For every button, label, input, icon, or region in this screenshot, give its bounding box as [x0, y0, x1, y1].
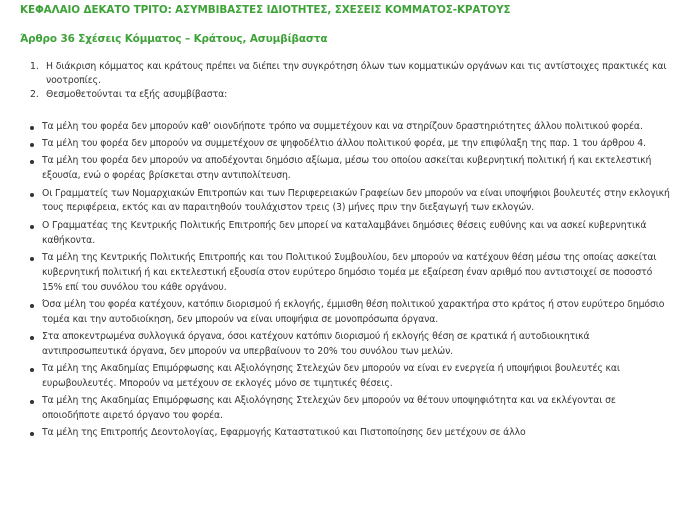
intro-item	[30, 60, 680, 88]
list-item: Ο Γραμματέας της Κεντρικής Πολιτικής Επιτροπής δεν μπορεί να καταλαμβάνει δημόσιες θέσεις ευθύνης και να ασκεί κυβερνητικά καθήκοντα.	[27, 219, 672, 249]
intro-list	[30, 60, 680, 103]
article-title: Άρθρο 36 Σχέσεις Κόμματος – Κράτους, Ασυμβίβαστα	[20, 33, 328, 45]
list-item: Τα μέλη του φορέα δεν μπορούν να συμμετέχουν σε ψηφοδέλτιο άλλου πολιτικού φορέα, με την επιφύλαξη της παρ. 1 του άρθρου 4.	[27, 137, 672, 152]
list-item: Όσα μέλη του φορέα κατέχουν, κατόπιν διορισμού ή εκλογής, έμμισθη θέση πολιτικού χαρακτήρα στο κράτος ή στον ευρύτερο δημόσιο τομέα και την αυτοδιοίκηση, δεν μπορούν να είναι υποψήφια σε μονοπρόσωπα όργανα.	[27, 298, 672, 328]
intro-item-number: 2.	[30, 89, 39, 101]
incompatibilities-list	[27, 120, 672, 443]
intro-item-text: Η διάκριση κόμματος και κράτους πρέπει να διέπει την συγκρότηση όλων των κομματικών οργάνων και τις αντίστοιχες πρακτικές και νοοτροπίες.	[46, 61, 667, 87]
intro-item-text: Θεσμοθετούνται τα εξής ασυμβίβαστα:	[46, 89, 228, 101]
list-item: Τα μέλη του φορέα δεν μπορούν να αποδέχονται δημόσιο αξίωμα, μέσω του οποίου ασκείται κυβερνητική πολιτική ή και εκτελεστική εξουσία, ενώ ο φορέας βρίσκεται στην αντιπολίτευση.	[27, 154, 672, 184]
list-item: Τα μέλη της Ακαδημίας Επιμόρφωσης και Αξιολόγησης Στελεχών δεν μπορούν να θέτουν υποψηφιότητα και να εκλέγονται σε οποιοδήποτε αιρετό όργανο του φορέα.	[27, 394, 672, 424]
list-item: Οι Γραμματείς των Νομαρχιακών Επιτροπών και των Περιφερειακών Γραφείων δεν μπορούν να είναι υποψήφιοι βουλευτές στην εκλογική τους περιφέρεια, εκτός και αν παραιτηθούν τουλάχιστον τρεις (3) μήνες πριν την διεξαγωγή των εκλογών.	[27, 187, 672, 217]
list-item: Τα μέλη της Επιτροπής Δεοντολογίας, Εφαρμογής Καταστατικού και Πιστοποίησης δεν μετέχουν σε άλλο	[27, 426, 672, 441]
intro-item	[30, 88, 680, 102]
list-item: Στα αποκεντρωμένα συλλογικά όργανα, όσοι κατέχουν κατόπιν διορισμού ή εκλογής θέση σε κρατικά ή αυτοδιοικητικά αντιπροσωπευτικά όργανα, δεν μπορούν να υπερβαίνουν το 20% του συνόλου των μελών.	[27, 330, 672, 360]
list-item: Τα μέλη της Ακαδημίας Επιμόρφωσης και Αξιολόγησης Στελεχών δεν μπορούν να είναι εν ενεργεία ή υποψήφιοι βουλευτές και ευρωβουλευτές. Μπορούν να μετέχουν σε εκλογές μόνο σε τιμητικές θέσεις.	[27, 362, 672, 392]
list-item: Τα μέλη της Κεντρικής Πολιτικής Επιτροπής και του Πολιτικού Συμβουλίου, δεν μπορούν να κατέχουν θέση μέσω της οποίας ασκείται κυβερνητική πολιτική ή και εκτελεστική εξουσία στον ευρύτερο δημόσιο τομέα με εξαίρεση έναν αριθμό που αντιστοιχεί σε ποσοστό 15% επί του συνόλου του κάθε οργάνου.	[27, 251, 672, 296]
chapter-title: ΚΕΦΑΛΑΙΟ ΔΕΚΑΤΟ ΤΡΙΤΟ: ΑΣΥΜΒΙΒΑΣΤΕΣ ΙΔΙΟΤΗΤΕΣ, ΣΧΕΣΕΙΣ ΚΟΜΜΑΤΟΣ-ΚΡΑΤΟΥΣ	[20, 4, 511, 16]
intro-item-number: 1.	[30, 61, 39, 72]
list-item: Τα μέλη του φορέα δεν μπορούν καθ’ οιονδήποτε τρόπο να συμμετέχουν και να στηρίζουν δραστηριότητες άλλου πολιτικού φορέα.	[27, 120, 672, 135]
